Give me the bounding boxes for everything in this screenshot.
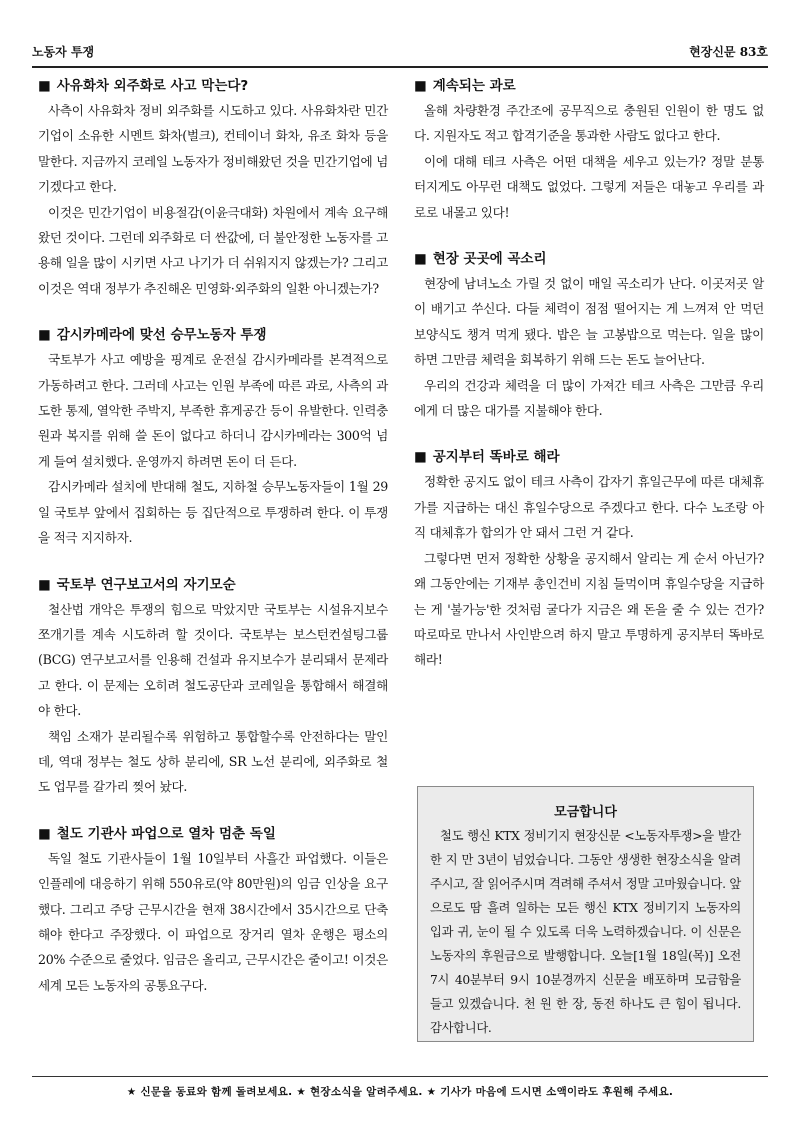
article-paragraph: 책임 소재가 분리될수록 위험하고 통합할수록 안전하다는 말인데, 역대 정부는 철도 상하 분리에, SR 노선 분리에, 외주화로 철도 업무를 갈가리 찢어 놨다. [38,728,388,795]
donation-box-title: 모금합니다 [554,805,617,820]
square-bullet-icon: ■ [414,78,427,94]
article-title: 계속되는 과로 [432,78,516,94]
square-bullet-icon: ■ [38,327,51,344]
article-heading [38,76,388,96]
square-bullet-icon: ■ [414,449,427,466]
article [38,575,388,800]
article-paragraph: 그렇다면 먼저 정확한 상황을 공지해서 알리는 게 순서 아닌가? 왜 그동안에는 기재부 총인건비 지침 들먹이며 휴일수당을 지급하는 게 '불가능'한 것처럼 굴다가 지금은 왜 돈을 줄 수 있는 건가? 따로따로 만나서 사인받으려 하지 말고 투명하게 공지부터 똑바로 해라! [414,550,764,668]
article-paragraph: 정확한 공지도 없이 테크 사측이 갑자기 휴일근무에 따른 대체휴가를 지급하는 대신 휴일수당으로 주겠다고 한다. 다수 노조랑 아직 대체휴가 합의가 안 돼서 그런 거 같다. [414,474,764,541]
article [414,76,764,225]
article-heading [414,447,764,467]
article [414,249,764,423]
footer-divider [32,1076,768,1077]
footer-note: ★ 신문을 동료와 함께 돌려보세요. ★ 현장소식을 알려주세요. ★ 기사가 마음에 드시면 소액이라도 후원해 주세요. [126,1086,674,1098]
article-paragraph: 이에 대해 테크 사측은 어떤 대책을 세우고 있는가? 정말 분통 터지게도 아무런 대책도 없었다. 그렇게 저들은 대놓고 우리를 과로로 내몰고 있다! [414,153,764,220]
article-heading [38,575,388,595]
square-bullet-icon: ■ [38,78,51,94]
header-section-title: 노동자 투쟁 [32,45,95,59]
article-title: 국토부 연구보고서의 자기모순 [56,576,236,593]
square-bullet-icon: ■ [38,825,51,842]
article-paragraph: 이것은 민간기업이 비용절감(이윤극대화) 차원에서 계속 요구해왔던 것이다. 그런데 외주화로 더 싼값에, 더 불안정한 노동자를 고용해 일을 많이 시키면 사고 나기가 더 쉬워지지 않겠는가? 그리고 이것은 역대 정부가 추진해온 민영화·외주화의 일환 아니겠는가? [38,204,388,296]
article [38,325,388,550]
donation-box-text: 철도 행신 KTX 정비기지 현장신문 <노동자투쟁>을 발간한 지 만 3년이 넘었습니다. 그동안 생생한 현장소식을 알려주시고, 잘 읽어주시며 격려해 주셔서 정말 고마웠습니다. 앞으로도 땀 흘려 일하는 모든 행신 KTX 정비기지 노동자의 입과 귀, 눈이 될 수 있도록 더욱 노력하겠습니다. 이 신문은 노동자의 후원금으로 발행합니다. 오늘[1월 18일(목)] 오전 7시 40분부터 9시 10분경까지 신문을 배포하며 모금함을 들고 있겠습니다. 천 원 한 장, 동전 하나도 큰 힘이 됩니다. 감사합니다. [430,829,741,1035]
article-paragraph: 독일 철도 기관사들이 1월 10일부터 사흘간 파업했다. 이들은 인플레에 대응하기 위해 550유로(약 80만원)의 임금 인상을 요구했다. 그리고 주당 근무시간을 현재 38시간에서 35시간으로 단축해야 한다고 주장했다. 이 파업으로 장거리 열차 운행은 평소의 20% 수준으로 줄었다. 임금은 올리고, 근무시간은 줄이고! 이것은 세계 모든 노동자의 공통요구다. [38,850,388,993]
article-paragraph: 철산법 개악은 투쟁의 힘으로 막았지만 국토부는 시설유지보수 쪼개기를 계속 시도하려 할 것이다. 국토부는 보스턴컨설팅그룹(BCG) 연구보고서를 인용해 건설과 유지보수가 분리돼서 문제라고 한다. 이 문제는 오히려 철도공단과 코레일을 통합해서 해결해야 한다. [38,601,388,719]
article [38,76,388,301]
article-heading [38,824,388,844]
square-bullet-icon: ■ [38,576,51,593]
left-column [38,76,388,1022]
header-issue-number: 현장신문 83호 [689,45,768,59]
square-bullet-icon: ■ [414,251,427,268]
article-title: 사유화차 외주화로 사고 막는다? [56,78,249,94]
article-title: 철도 기관사 파업으로 열차 멈춘 독일 [56,825,276,842]
article-paragraph: 감시카메라 설치에 반대해 철도, 지하철 승무노동자들이 1월 29일 국토부 앞에서 집회하는 등 집단적으로 투쟁하려 한다. 이 투쟁을 적극 지지하자. [38,479,388,546]
article [38,824,388,998]
article-heading [414,249,764,269]
right-column [414,76,764,697]
article-title: 현장 곳곳에 곡소리 [432,251,547,268]
article-title: 감시카메라에 맞선 승무노동자 투쟁 [56,327,267,344]
article-paragraph: 국토부가 사고 예방을 핑계로 운전실 감시카메라를 본격적으로 가동하려고 한다. 그러데 사고는 인원 부족에 따른 과로, 사측의 과도한 통제, 열악한 주박지, 부족한 휴게공간 등이 유발한다. 인력충원과 복지를 위해 쓸 돈이 없다고 하더니 감시카메라는 300억 넘게 들여 설치했다. 운영까지 하려면 돈이 더 든다. [38,352,388,469]
article-heading [414,76,764,96]
page-header [32,40,768,68]
article-title: 공지부터 똑바로 해라 [432,449,560,466]
article-paragraph: 올해 차량환경 주간조에 공무직으로 충원된 인원이 한 명도 없다. 지원자도 적고 합격기준을 통과한 사람도 없다고 한다. [414,103,764,144]
donation-box [417,786,754,1042]
article [414,447,764,672]
article-paragraph: 사측이 사유화차 정비 외주화를 시도하고 있다. 사유화차란 민간기업이 소유한 시멘트 화차(벌크), 컨테이너 화차, 유조 화차 등을 말한다. 지금까지 코레일 노동자가 정비해왔던 것을 민간기업에 넘기겠다고 한다. [38,103,388,195]
article-paragraph: 우리의 건강과 체력을 더 많이 가져간 테크 사측은 그만큼 우리에게 더 많은 대가를 지불해야 한다. [414,377,764,419]
article-heading [38,325,388,345]
article-paragraph: 현장에 남녀노소 가릴 것 없이 매일 곡소리가 난다. 이곳저곳 알이 배기고 쑤신다. 다들 체력이 점점 떨어지는 게 느껴져 안 먹던 보양식도 챙겨 먹게 됐다. 밥은 늘 고봉밥으로 먹는다. 일을 많이 하면 그만큼 체력을 회복하기 위해 드는 돈도 늘어난다. [414,276,764,368]
